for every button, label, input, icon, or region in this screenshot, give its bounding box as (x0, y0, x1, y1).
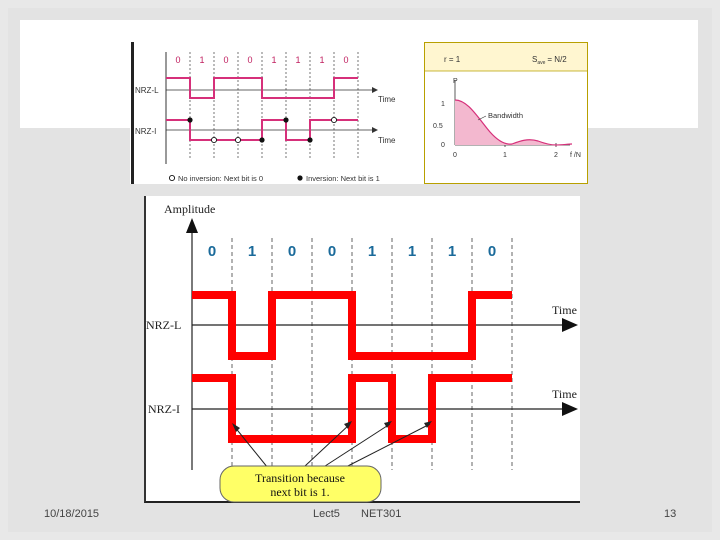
s-label: $S_{ave} = N/2$ (532, 55, 567, 66)
bottom-bit-5: 1 (367, 243, 377, 260)
r-label: r = 1 (444, 55, 461, 64)
bottom-time-label-1: Time (552, 303, 577, 317)
x-tick-1: 1 (503, 152, 507, 159)
y-tick-0: 0 (441, 142, 445, 149)
amplitude-label: Amplitude (164, 202, 216, 216)
x-tick-0: 0 (453, 152, 457, 159)
bottom-bit-4: 0 (327, 243, 337, 260)
bottom-bit-1: 0 (207, 243, 217, 260)
bottom-nrzl-label: NRZ-L (146, 318, 182, 332)
top-bit-3: 0 (223, 55, 229, 65)
y-tick-05: 0.5 (433, 123, 443, 130)
top-bit-6: 1 (295, 55, 301, 65)
footer-page-number: 13 (664, 508, 677, 520)
bottom-bit-3: 0 (287, 243, 297, 260)
bottom-nrzi-arrow-icon (562, 402, 578, 416)
callout-arrowheads (232, 421, 432, 432)
callout-line-2: next bit is 1. (270, 485, 330, 499)
bandwidth-label: Bandwidth (488, 111, 524, 120)
bottom-time-label-2: Time (552, 387, 577, 401)
footer-date: 10/18/2015 (44, 508, 100, 520)
bottom-nrzi-label: NRZ-I (148, 402, 180, 416)
footer-course-right: NET301 (361, 508, 402, 520)
top-bit-8: 0 (343, 55, 349, 65)
x-tick-2: 2 (554, 152, 558, 159)
top-bit-5: 1 (271, 55, 277, 65)
bottom-bit-7: 1 (447, 243, 457, 260)
bottom-bit-6: 1 (407, 243, 417, 260)
bottom-nrzl-arrow-icon (562, 318, 578, 332)
top-nrzi-label: NRZ-I (135, 127, 157, 136)
x-axis-label: f /N (570, 152, 581, 159)
top-time-label-1: Time (378, 95, 396, 104)
top-bit-7: 1 (319, 55, 325, 65)
top-bit-1: 0 (175, 55, 181, 65)
footer-course-left: Lect5 (313, 508, 340, 520)
y-tick-1: 1 (441, 101, 445, 108)
callout-line-1: Transition because (255, 471, 345, 485)
bottom-bit-2: 1 (247, 243, 257, 260)
bottom-bit-8: 0 (487, 243, 497, 260)
p-axis-label: P (453, 78, 458, 85)
top-nrzl-label: NRZ-L (135, 86, 159, 95)
legend-no-inversion: No inversion: Next bit is 0 (178, 174, 264, 183)
top-time-label-2: Time (378, 136, 396, 145)
callout-arrows (234, 424, 430, 470)
top-bit-2: 1 (199, 55, 205, 65)
top-bit-4: 0 (247, 55, 253, 65)
amplitude-arrow-icon (186, 218, 198, 233)
legend-inversion: Inversion: Next bit is 1 (306, 174, 380, 183)
